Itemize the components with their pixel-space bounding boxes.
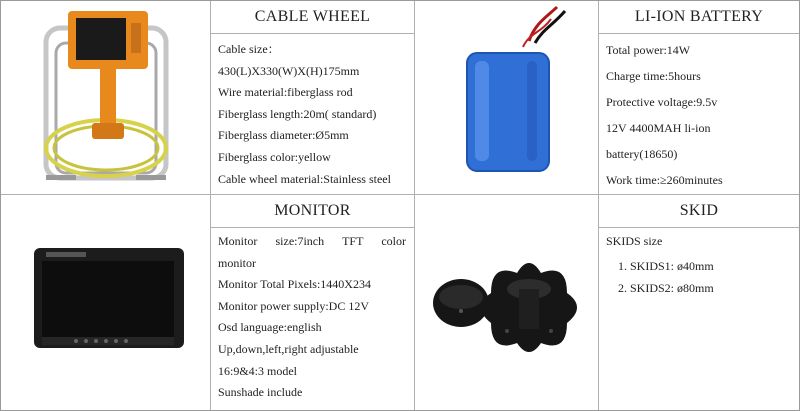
battery-image-cell [415, 1, 599, 195]
monitor-spec-line: Monitor size:7inch TFT color [218, 234, 406, 248]
battery-spec-line: battery(18650) [606, 147, 678, 161]
cable-wheel-spec-line: Fiberglass color:yellow [218, 149, 331, 164]
monitor-spec-line: Monitor power supply:DC 12V [218, 298, 369, 313]
cable-wheel-spec-line: 430(L)X330(W)X(H)175mm [218, 63, 360, 78]
cable-wheel-spec-cell [211, 1, 415, 195]
battery-spec-line: 12V 4400MAH li-ion [606, 121, 711, 135]
cable-wheel-title: CABLE WHEEL [211, 1, 414, 34]
monitor-spec-line: 16:9&4:3 model [218, 363, 297, 378]
list-item: 1. SKIDS1: ø40mm [630, 255, 791, 277]
monitor-spec-line: Up,down,left,right adjustable [218, 341, 359, 356]
skid-intro: SKIDS size [606, 234, 663, 248]
monitor-title: MONITOR [211, 195, 414, 228]
monitor-spec-line: monitor [218, 255, 256, 270]
skid-image-cell [415, 195, 599, 410]
skid-image [417, 203, 597, 403]
monitor-image-cell [1, 195, 211, 410]
battery-spec-line: Total power:14W [606, 43, 691, 57]
cable-wheel-spec-line: Fiberglass length:20m( standard) [218, 106, 377, 121]
monitor-spec-list [211, 228, 414, 404]
skid-spec-list [599, 228, 799, 299]
cable-wheel-image [6, 3, 206, 193]
battery-spec-cell [599, 1, 799, 195]
cable-wheel-spec-line: Fiberglass diameter:Ø5mm [218, 128, 349, 143]
cable-wheel-spec-line: Cable size： [218, 42, 280, 56]
skid-spec-cell [599, 195, 799, 410]
monitor-image [6, 203, 206, 403]
monitor-spec-cell [211, 195, 415, 410]
battery-spec-list [599, 34, 799, 193]
monitor-spec-line: Monitor Total Pixels:1440X234 [218, 277, 371, 292]
cable-wheel-image-cell [1, 1, 211, 195]
battery-spec-line: Protective voltage:9.5v [606, 95, 718, 109]
battery-spec-line: Work time:≥260minutes [606, 173, 723, 187]
monitor-spec-line: Osd language:english [218, 320, 322, 335]
list-item: 2. SKIDS2: ø80mm [630, 277, 791, 299]
skid-title: SKID [599, 195, 799, 228]
skid-size-list [606, 255, 791, 299]
battery-spec-line: Charge time:5hours [606, 69, 701, 83]
cable-wheel-spec-line: Cable wheel material:Stainless steel [218, 171, 391, 186]
cable-wheel-spec-list [211, 34, 414, 190]
battery-image [417, 3, 597, 193]
monitor-spec-line: Sunshade include [218, 385, 303, 400]
battery-title: LI-ION BATTERY [599, 1, 799, 34]
cable-wheel-spec-line: Wire material:fiberglass rod [218, 85, 353, 100]
